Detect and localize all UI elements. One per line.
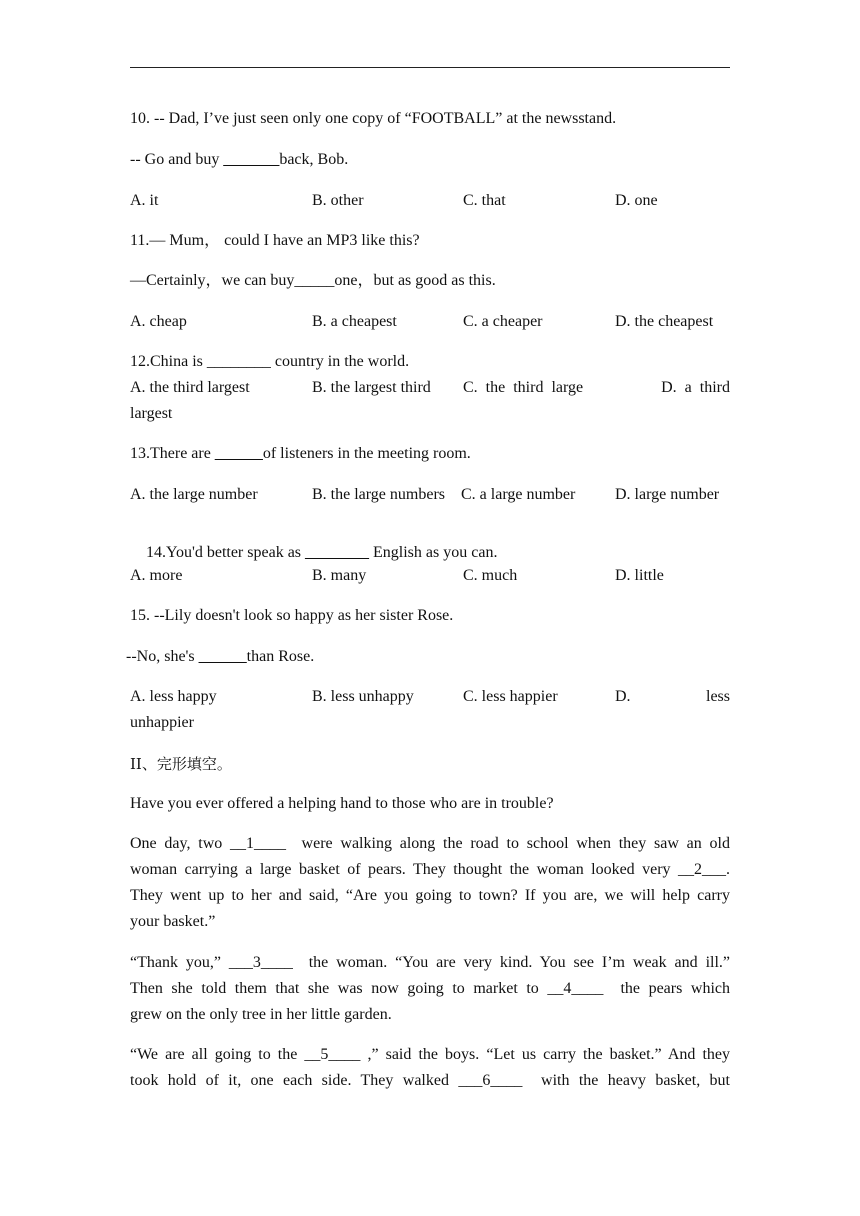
paragraph-2 [130,950,730,1028]
paragraph-3 [130,1042,730,1094]
q14-stem-end: English as you can. [369,544,498,561]
q10-option-d: D. one [615,192,658,209]
q13-option-c: C. a large number [461,486,576,503]
q15-reply [126,648,314,666]
q13-stem-end: of listeners in the meeting room. [262,445,471,462]
q12-option-c: C. the third large [463,379,584,396]
header-rule [130,67,730,68]
q15-stem: 15. --Lily doesn't look so happy as her sister Rose. [130,607,454,624]
q14-option-a: A. more [130,567,183,584]
q12-stem: 12.China is ________ country in the world. [130,353,410,370]
q10-reply-start: -- Go and buy [130,151,224,168]
q14-option-b: B. many [312,567,367,584]
q12-option-a: A. the third largest [130,379,250,396]
paragraph-3-line: “We are all going to the __5____ ,” said the boys. “Let us carry the basket.” And they [130,1046,730,1063]
q10-option-c: C. that [463,192,506,209]
q11-reply: —Certainly，we can buy_____one，but as good as this. [130,272,496,289]
q14-option-c: C. much [463,567,518,584]
q10-reply [130,151,348,169]
q15-reply-start: --No, she's [126,648,199,665]
q13-blank: ______ [214,445,263,462]
q11-option-c: C. a cheaper [463,313,543,330]
paragraph-2-line: “Thank you,” ___3____ the woman. “You are very kind. You see I’m weak and ill.” [130,954,730,971]
paragraph-2-line: grew on the only tree in her little garden. [130,1006,392,1023]
section-intro: Have you ever offered a helping hand to those who are in trouble? [130,795,554,812]
q15-option-b: B. less unhappy [312,688,414,705]
q14-option-d: D. little [615,567,664,584]
paragraph-2-line: Then she told them that she was now going to market to __4____ the pears which [130,980,730,997]
q15-option-d-word: less [706,688,730,705]
q15-option-d [615,688,730,706]
paragraph-1-line: One day, two __1____ were walking along the road to school when they saw an old [130,835,730,852]
q13-stem [130,445,471,463]
q10-reply-end: back, Bob. [279,151,349,168]
paragraph-3-line: took hold of it, one each side. They walked ___6____ with the heavy basket, but [130,1072,730,1089]
q11-option-d: D. the cheapest [615,313,714,330]
q15-blank: ______ [198,648,247,665]
q13-option-a: A. the large number [130,486,258,503]
q12-option-a-wrap: largest [130,405,173,422]
paragraph-1-line: woman carrying a large basket of pears. They thought the woman looked very __2___. [130,861,730,878]
q10-option-b: B. other [312,192,364,209]
q13-stem-start: 13.There are [130,445,215,462]
q10-blank: _______ [223,151,280,168]
q11-option-a: A. cheap [130,313,187,330]
section-title: II、完形填空。 [130,755,232,773]
paragraph-1 [130,831,730,935]
q13-option-d: D. large number [615,486,720,503]
q15-option-d-wrap: unhappier [130,714,194,731]
q15-option-a: A. less happy [130,688,217,705]
q12-option-d: D. a third [661,379,730,396]
q10-option-a: A. it [130,192,159,209]
q14-blank: ________ [305,544,370,561]
q15-option-d-letter: D. [615,688,631,705]
paragraph-1-line: your basket.” [130,913,216,930]
q12-option-b: B. the largest third [312,379,431,396]
q15-option-c: C. less happier [463,688,558,705]
q10-stem: 10. -- Dad, I’ve just seen only one copy of “FOOTBALL” at the newsstand. [130,110,617,127]
q14-stem-start: 14.You'd better speak as [146,544,306,561]
q13-option-b: B. the large numbers [312,486,446,503]
q15-reply-end: than Rose. [246,648,315,665]
paragraph-1-line: They went up to her and said, “Are you going to town? If you are, we will help carry [130,887,730,904]
q11-stem: 11.— Mum， could I have an MP3 like this? [130,232,420,249]
q11-option-b: B. a cheapest [312,313,397,330]
